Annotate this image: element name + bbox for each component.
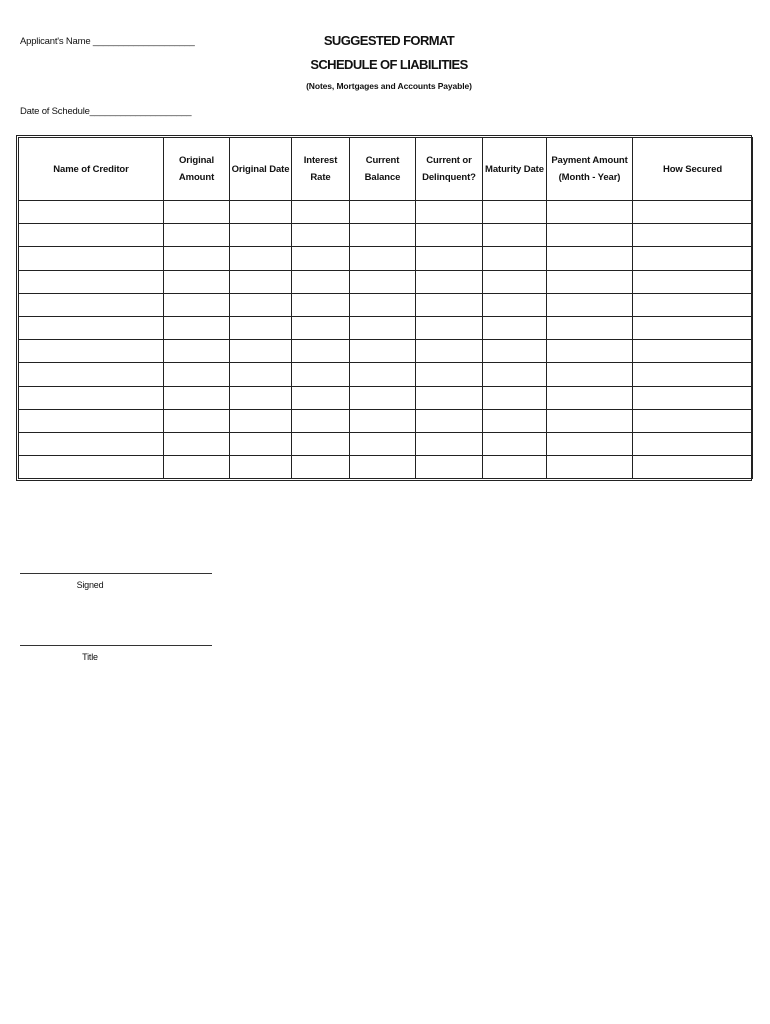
table-cell[interactable]: [230, 270, 292, 293]
table-cell[interactable]: [483, 456, 547, 479]
column-header-line: Rate: [310, 172, 331, 183]
table-cell[interactable]: [416, 224, 483, 247]
form-heading: SCHEDULE OF LIABILITIES: [310, 57, 468, 72]
column-header: [633, 138, 753, 201]
column-header-line: Original: [178, 155, 215, 166]
table-cell[interactable]: [633, 247, 753, 270]
table-cell[interactable]: [164, 409, 230, 432]
column-header: [416, 138, 483, 201]
table-cell[interactable]: [416, 363, 483, 386]
table-cell[interactable]: [416, 201, 483, 224]
column-header-line: Interest: [303, 155, 338, 166]
table-cell[interactable]: [230, 201, 292, 224]
table-cell[interactable]: [350, 432, 416, 455]
column-header-line: Current: [365, 155, 400, 166]
table-cell[interactable]: [547, 432, 633, 455]
table-cell[interactable]: [164, 432, 230, 455]
table-cell[interactable]: [416, 270, 483, 293]
form-title: SUGGESTED FORMAT: [323, 33, 455, 48]
table-cell[interactable]: [19, 270, 164, 293]
table-cell[interactable]: [547, 363, 633, 386]
table-cell[interactable]: [292, 316, 350, 339]
table-row: [19, 247, 753, 270]
table-cell[interactable]: [164, 247, 230, 270]
table-row: [19, 293, 753, 316]
signed-line[interactable]: [20, 573, 212, 574]
table-cell[interactable]: [230, 316, 292, 339]
table-cell[interactable]: [230, 247, 292, 270]
table-cell[interactable]: [230, 386, 292, 409]
table-cell[interactable]: [633, 432, 753, 455]
table-cell[interactable]: [350, 270, 416, 293]
table-cell[interactable]: [633, 363, 753, 386]
table-cell[interactable]: [547, 456, 633, 479]
table-cell[interactable]: [164, 293, 230, 316]
table-cell[interactable]: [164, 316, 230, 339]
table-cell[interactable]: [350, 386, 416, 409]
table-cell[interactable]: [633, 316, 753, 339]
title-label: Title: [82, 652, 98, 662]
table-cell[interactable]: [292, 224, 350, 247]
table-cell[interactable]: [19, 247, 164, 270]
table-cell[interactable]: [633, 409, 753, 432]
table-cell[interactable]: [164, 456, 230, 479]
table-cell[interactable]: [19, 456, 164, 479]
table-cell[interactable]: [483, 224, 547, 247]
date-of-schedule-field[interactable]: Date of Schedule____________________: [20, 106, 192, 117]
table-row: [19, 432, 753, 455]
table-cell[interactable]: [416, 316, 483, 339]
table-cell[interactable]: [547, 224, 633, 247]
table-cell[interactable]: [547, 270, 633, 293]
table-cell[interactable]: [350, 409, 416, 432]
table-cell[interactable]: [350, 247, 416, 270]
table-cell[interactable]: [19, 340, 164, 363]
column-header-line: Original Date: [231, 163, 290, 175]
liabilities-table: [18, 137, 753, 479]
table-cell[interactable]: [416, 432, 483, 455]
applicant-name-field[interactable]: Applicant's Name ____________________: [20, 36, 195, 47]
table-cell[interactable]: [547, 293, 633, 316]
table-cell[interactable]: [483, 409, 547, 432]
table-cell[interactable]: [292, 409, 350, 432]
table-header-row: [19, 138, 753, 201]
table-row: [19, 224, 753, 247]
table-cell[interactable]: [19, 363, 164, 386]
table-cell[interactable]: [547, 247, 633, 270]
table-row: [19, 270, 753, 293]
table-cell[interactable]: [230, 432, 292, 455]
table-row: [19, 409, 753, 432]
table-cell[interactable]: [416, 456, 483, 479]
table-cell[interactable]: [416, 247, 483, 270]
table-cell[interactable]: [633, 201, 753, 224]
column-header: [547, 138, 633, 201]
table-cell[interactable]: [164, 224, 230, 247]
column-header: [19, 138, 164, 201]
column-header-line: Balance: [364, 172, 401, 183]
table-row: [19, 363, 753, 386]
table-cell[interactable]: [483, 201, 547, 224]
table-cell[interactable]: [164, 340, 230, 363]
table-cell[interactable]: [19, 409, 164, 432]
table-cell[interactable]: [230, 224, 292, 247]
table-cell[interactable]: [547, 409, 633, 432]
table-cell[interactable]: [547, 316, 633, 339]
table-row: [19, 456, 753, 479]
table-row: [19, 316, 753, 339]
title-line[interactable]: [20, 645, 212, 646]
table-cell[interactable]: [292, 432, 350, 455]
column-header-line: How Secured: [662, 163, 723, 175]
column-header: [230, 138, 292, 201]
table-cell[interactable]: [350, 340, 416, 363]
table-cell[interactable]: [416, 409, 483, 432]
table-cell[interactable]: [292, 456, 350, 479]
table-cell[interactable]: [19, 432, 164, 455]
table-row: [19, 386, 753, 409]
table-cell[interactable]: [19, 293, 164, 316]
table-cell[interactable]: [483, 270, 547, 293]
table-cell[interactable]: [633, 270, 753, 293]
column-header: [350, 138, 416, 201]
table-cell[interactable]: [633, 293, 753, 316]
table-cell[interactable]: [416, 386, 483, 409]
table-cell[interactable]: [164, 201, 230, 224]
table-cell[interactable]: [350, 201, 416, 224]
table-cell[interactable]: [292, 270, 350, 293]
column-header: [164, 138, 230, 201]
table-cell[interactable]: [292, 247, 350, 270]
table-cell[interactable]: [164, 363, 230, 386]
column-header: [292, 138, 350, 201]
table-cell[interactable]: [164, 386, 230, 409]
table-cell[interactable]: [292, 363, 350, 386]
column-header-line: Amount: [178, 172, 215, 183]
table-cell[interactable]: [350, 456, 416, 479]
table-cell[interactable]: [230, 293, 292, 316]
column-header-line: Maturity Date: [485, 163, 544, 175]
table-cell[interactable]: [350, 363, 416, 386]
column-header-line: Delinquent?: [422, 172, 476, 183]
column-header: [483, 138, 547, 201]
table-cell[interactable]: [483, 316, 547, 339]
table-cell[interactable]: [416, 340, 483, 363]
table-cell[interactable]: [292, 293, 350, 316]
table-cell[interactable]: [483, 432, 547, 455]
table-cell[interactable]: [547, 201, 633, 224]
table-cell[interactable]: [483, 340, 547, 363]
table-cell[interactable]: [547, 340, 633, 363]
table-cell[interactable]: [164, 270, 230, 293]
table-cell[interactable]: [483, 293, 547, 316]
signed-label: Signed: [76, 580, 104, 590]
table-cell[interactable]: [230, 456, 292, 479]
liabilities-table-frame: [16, 135, 752, 481]
table-cell[interactable]: [230, 363, 292, 386]
table-cell[interactable]: [230, 340, 292, 363]
table-cell[interactable]: [483, 247, 547, 270]
table-cell[interactable]: [416, 293, 483, 316]
table-cell[interactable]: [19, 316, 164, 339]
table-row: [19, 201, 753, 224]
table-cell[interactable]: [292, 340, 350, 363]
table-cell[interactable]: [633, 456, 753, 479]
table-cell[interactable]: [292, 386, 350, 409]
form-subtitle: (Notes, Mortgages and Accounts Payable): [306, 81, 472, 91]
table-cell[interactable]: [350, 224, 416, 247]
column-header-line: Payment Amount: [551, 155, 628, 166]
table-cell[interactable]: [19, 386, 164, 409]
column-header-line: Name of Creditor: [53, 163, 129, 175]
table-cell[interactable]: [633, 386, 753, 409]
table-cell[interactable]: [483, 363, 547, 386]
table-row: [19, 340, 753, 363]
table-cell[interactable]: [19, 224, 164, 247]
table-cell[interactable]: [350, 316, 416, 339]
table-cell[interactable]: [633, 340, 753, 363]
table-body: [19, 201, 753, 479]
column-header-line: Current or: [426, 155, 472, 166]
table-cell[interactable]: [633, 224, 753, 247]
table-cell[interactable]: [350, 293, 416, 316]
table-cell[interactable]: [292, 201, 350, 224]
table-cell[interactable]: [547, 386, 633, 409]
table-cell[interactable]: [483, 386, 547, 409]
table-cell[interactable]: [19, 201, 164, 224]
column-header-line: (Month - Year): [558, 172, 621, 183]
table-cell[interactable]: [230, 409, 292, 432]
